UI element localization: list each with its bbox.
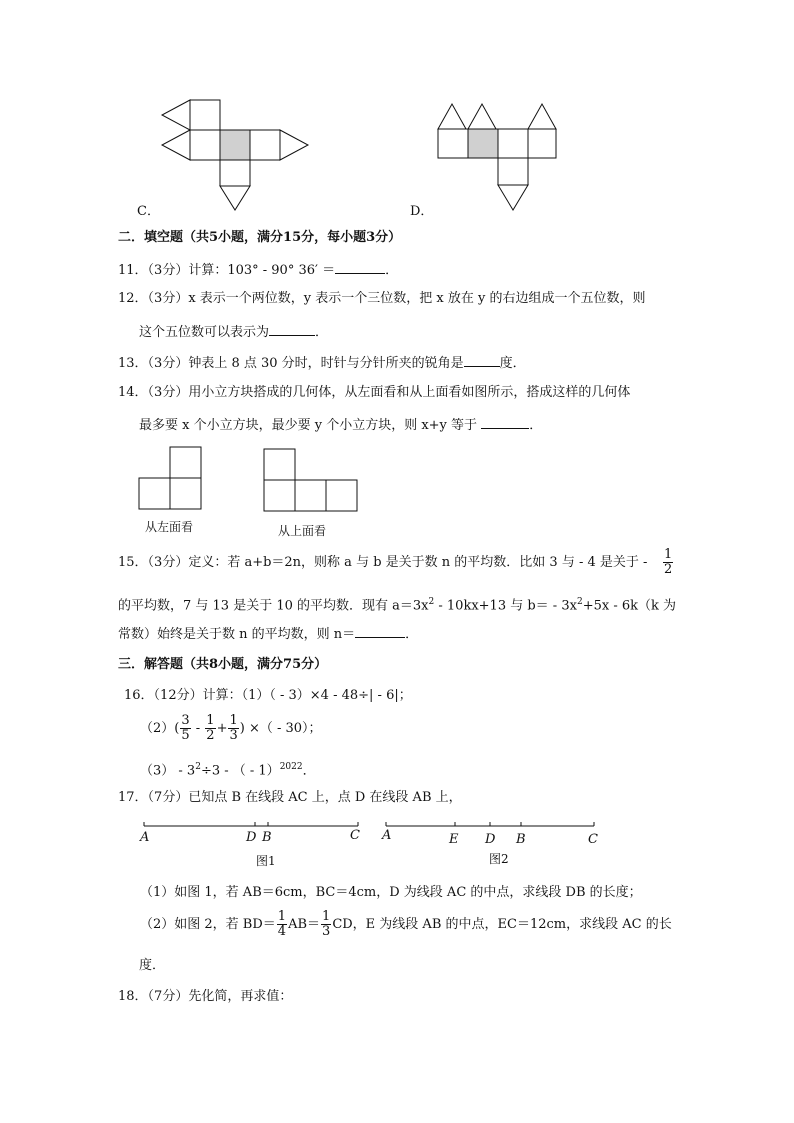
- question-15-line2: 的平均数，7 与 13 是关于 10 的平均数．现有 $a=3x^2 - 10kx+13$ 与 $b= - 3x^2+5x - 6k(k$ 为: [118, 597, 676, 614]
- fig2-label-e: E: [449, 832, 459, 847]
- fig1-caption: 图1: [256, 854, 276, 868]
- fig2-label-a: A: [382, 828, 392, 843]
- question-15-line1: 15．（3分）定义：若 a+b＝2n，则称 a 与 b 是关于数 n 的平均数．比如 3 与 - 4 是关于 -: [118, 555, 648, 570]
- question-12-line1: 12．（3分）x 表示一个两位数，y 表示一个三位数，把 x 放在 y 的右边组成一个五位数，则: [118, 291, 646, 306]
- question-18: 18．（7分）先化简，再求值：: [118, 989, 293, 1004]
- section-3-heading: 三．解答题（共8小题，满分75分）: [118, 657, 328, 672]
- question-16-part2: （2）( $\frac{3}{5}$ - $\frac{1}{2}$ + $\frac{1}{3}$ ) ×（ - 30）；: [140, 713, 322, 743]
- question-17-part1: （1）如图 1，若 AB＝6cm，BC＝4cm，D 为线段 AC 的中点，求线段 DB 的长度；: [140, 885, 642, 900]
- fraction-one-half: $\frac{1}{2}$: [664, 547, 673, 577]
- net-figure-d: [436, 102, 561, 214]
- fig1-label-c: C: [350, 828, 360, 843]
- question-16-line1: 16．（12分）计算：（1）（ - 3）×4 - 48÷| - 6|；: [124, 688, 412, 703]
- net-figure-c: [160, 98, 310, 213]
- top-view-caption: 从上面看: [278, 524, 327, 538]
- fig2-caption: 图2: [489, 852, 509, 866]
- question-14-line1: 14．（3分）用小立方块搭成的几何体，从左面看和从上面看如图所示，搭成这样的几何体: [118, 385, 631, 400]
- fig1-label-d: D: [246, 830, 257, 845]
- fig1-label-b: B: [262, 830, 272, 845]
- question-17-part2: （2）如图 2，若 BD＝ $\frac{1}{4}$ AB＝ $\frac{1}{3}$ CD，E 为线段 AB 的中点，EC＝12cm，求线段 AC 的长: [140, 909, 672, 939]
- question-16-part3: $(3) - 3^2\div 3$ - （ - 1）$^{2022}$．: [140, 762, 316, 779]
- fig2-label-d: D: [485, 832, 496, 847]
- top-view-figure: [263, 448, 361, 514]
- question-17-part2-cont: 度．: [139, 958, 166, 973]
- section-2-heading: 二．填空题（共5小题，满分15分，每小题3分）: [118, 230, 402, 245]
- option-c-label: C．: [137, 204, 160, 219]
- question-15-line3: 常数）始终是关于数 n 的平均数，则 n＝ ．: [118, 624, 418, 644]
- question-14-line2: 最多要 x 个小立方块，最少要 y 个小立方块，则 x+y 等于 ．: [139, 415, 542, 435]
- left-view-caption: 从左面看: [145, 520, 194, 534]
- fig2-label-c: C: [588, 832, 598, 847]
- question-17-line1: 17．（7分）已知点 B 在线段 AC 上，点 D 在线段 AB 上，: [118, 790, 462, 805]
- question-13: 13．（3分）钟表上 8 点 30 分时，时针与分针所夹的锐角是 度．: [118, 353, 526, 373]
- question-11: 11．（3分）计算：103° - 90° 36′ ＝ ．: [118, 260, 398, 280]
- left-view-figure: [138, 446, 204, 512]
- option-d-label: D．: [410, 204, 434, 219]
- question-12-line2: 这个五位数可以表示为 ．: [139, 322, 328, 342]
- fig2-label-b: B: [516, 832, 526, 847]
- fig1-label-a: A: [140, 830, 150, 845]
